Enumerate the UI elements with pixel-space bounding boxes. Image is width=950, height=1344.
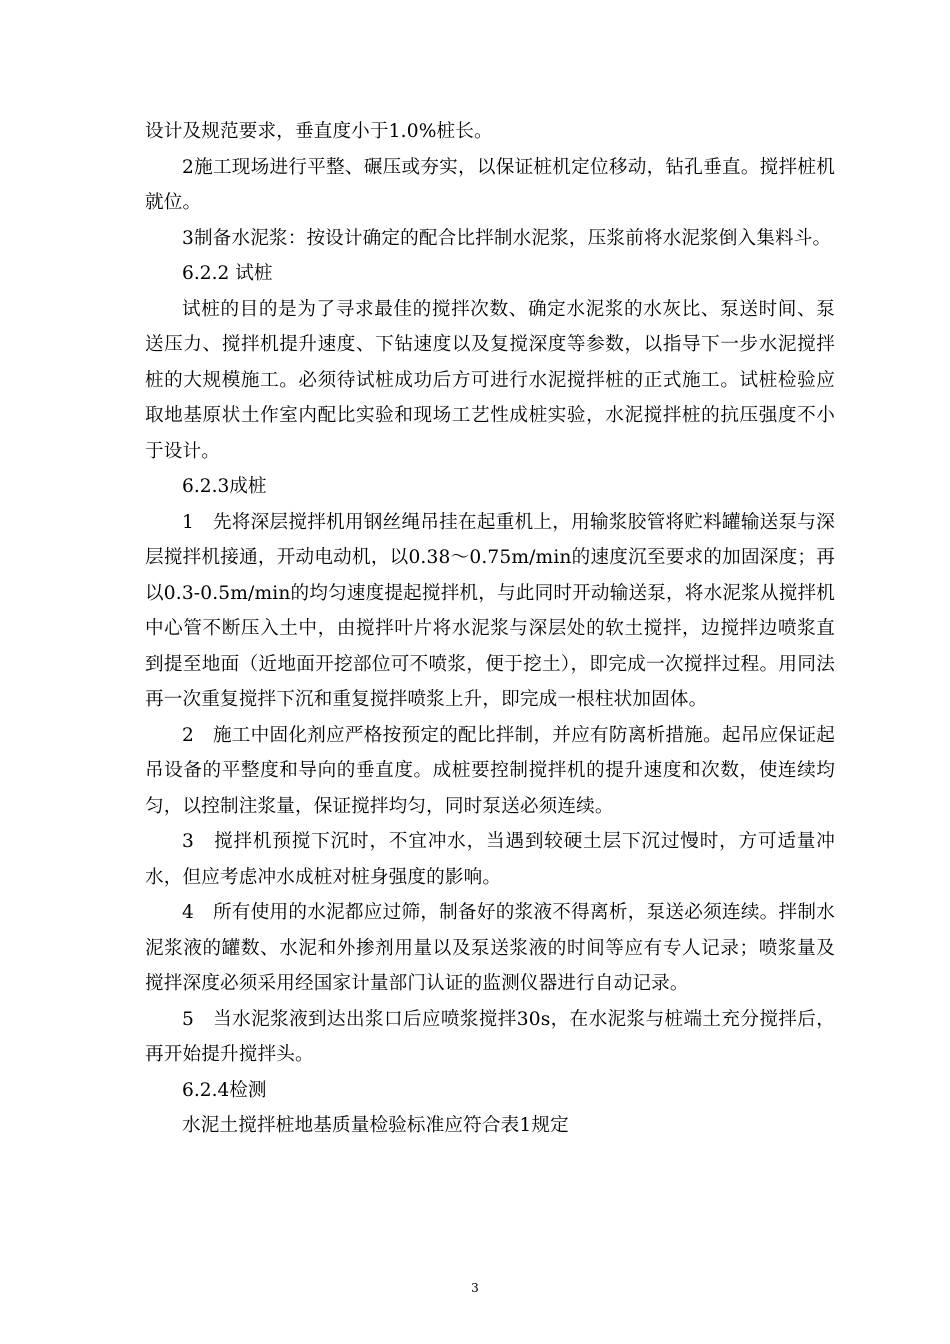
page-number: 3 xyxy=(471,1281,479,1295)
paragraph-verticality: 设计及规范要求，垂直度小于1.0%桩长。 xyxy=(145,121,493,142)
paragraph-pile-forming-4: 4 所有使用的水泥都应过筛，制备好的浆液不得离析，泵送必须连续。拌制水泥浆液的罐数、水泥和外掺剂用量以及泵送浆液的时间等应有专人记录；喷浆量及搅拌深度必须采用经国家计量部门认证的监测仪器进行自动记录。 xyxy=(145,902,835,994)
paragraph-pile-forming-3: 3 搅拌机预搅下沉时，不宜冲水，当遇到较硬土层下沉过慢时，方可适量冲水，但应考虑冲水成桩对桩身强度的影响。 xyxy=(145,831,835,888)
paragraph-inspection-standard: 水泥土搅拌桩地基质量检验标准应符合表1规定 xyxy=(182,1115,569,1136)
section-heading-trial-pile: 6.2.2 试桩 xyxy=(182,263,273,284)
document-body xyxy=(145,114,835,1144)
paragraph-pile-forming-5: 5 当水泥浆液到达出浆口后应喷浆搅拌30s，在水泥浆与桩端土充分搅拌后，再开始提升搅拌头。 xyxy=(145,1008,835,1065)
paragraph-cement-slurry: 3制备水泥浆：按设计确定的配合比拌制水泥浆，压浆前将水泥浆倒入集料斗。 xyxy=(182,227,832,249)
paragraph-pile-forming-2: 2 施工中固化剂应严格按预定的配比拌制，并应有防离析措施。起吊应保证起吊设备的平整度和导向的垂直度。成桩要控制搅拌机的提升速度和次数，使连续均匀，以控制注浆量，保证搅拌均匀，同时泵送必须连续。 xyxy=(145,724,835,817)
paragraph-pile-forming-1: 1 先将深层搅拌机用钢丝绳吊挂在起重机上，用输浆胶管将贮料罐输送泵与深层搅拌机接通，开动电动机，以0.38～0.75m/min的速度沉至要求的加固深度；再以0.3-0.5m/min的均匀速度提起搅拌机，与此同时开动输送泵，将水泥浆从搅拌机中心管不断压入土中，由搅拌叶片将水泥浆与深层处的软土搅拌，边搅拌边喷浆直到提至地面（近地面开挖部位可不喷浆，便于挖土），即完成一次搅拌过程。用同法再一次重复搅拌下沉和重复搅拌喷浆上升，即完成一根柱状加固体。 xyxy=(145,511,835,710)
section-heading-inspection: 6.2.4检测 xyxy=(182,1079,267,1101)
paragraph-site-preparation: 2施工现场进行平整、碾压或夯实，以保证桩机定位移动，钻孔垂直。搅拌桩机就位。 xyxy=(145,156,835,213)
paragraph-trial-pile: 试桩的目的是为了寻求最佳的搅拌次数、确定水泥浆的水灰比、泵送时间、泵送压力、搅拌机提升速度、下钻速度以及复搅深度等参数，以指导下一步水泥搅拌桩的大规模施工。必须待试桩成功后方可进行水泥搅拌桩的正式施工。试桩检验应取地基原状土作室内配比实验和现场工艺性成桩实验，水泥搅拌桩的抗压强度不小于设计。 xyxy=(145,298,835,462)
section-heading-pile-forming: 6.2.3成桩 xyxy=(182,476,267,497)
